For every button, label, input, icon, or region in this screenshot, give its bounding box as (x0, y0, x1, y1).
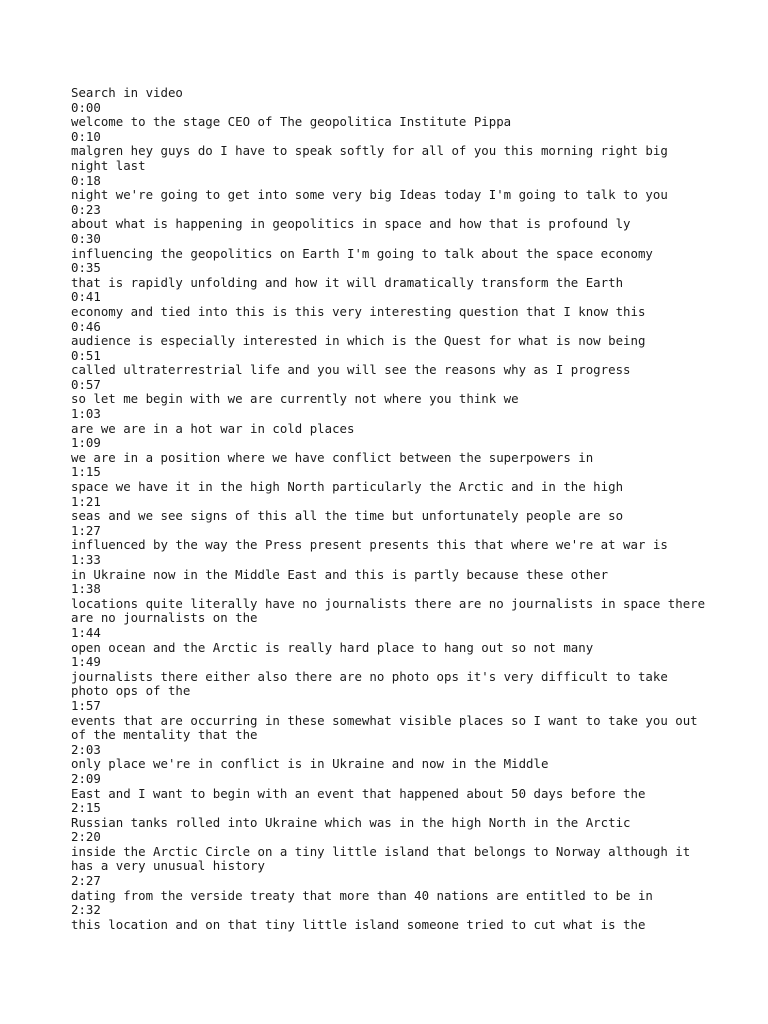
transcript-segment-text: in Ukraine now in the Middle East and this is partly because these other (71, 566, 609, 582)
timestamp[interactable]: 0:23 (71, 201, 101, 217)
transcript-segment-text: only place we're in conflict is in Ukraine and now in the Middle (71, 756, 549, 772)
timestamp[interactable]: 1:33 (71, 552, 101, 567)
timestamp[interactable]: 0:10 (71, 128, 101, 144)
timestamp[interactable]: 2:32 (71, 902, 101, 918)
transcript-segment-text: dating from the verside treaty that more than 40 nations are entitled to be in (71, 887, 653, 903)
timestamp[interactable]: 2:15 (71, 800, 101, 816)
transcript-segment-text: East and I want to begin with an event that happened about 50 days before the (71, 785, 646, 801)
transcript-segment-text: malgren hey guys do I have to speak softly for all of you this morning right big night last (71, 143, 668, 173)
transcript-segment-text: economy and tied into this is this very interesting question that I know this (71, 303, 646, 319)
timestamp[interactable]: 0:00 (71, 99, 101, 115)
timestamp[interactable]: 1:27 (71, 522, 101, 538)
transcript-segment-text: seas and we see signs of this all the time but unfortunately people are so (71, 508, 624, 524)
timestamp[interactable]: 1:09 (71, 435, 101, 451)
timestamp[interactable]: 1:15 (71, 464, 101, 480)
transcript-segment-text: audience is especially interested in which is the Quest for what is now being (71, 333, 646, 349)
transcript-segment-text: this location and on that tiny little island someone tried to cut what is the (71, 916, 646, 932)
timestamp[interactable]: 1:03 (71, 406, 101, 422)
transcript-segment-text: locations quite literally have no journalists there are no journalists in space there are no journalists on the (71, 595, 706, 626)
timestamp[interactable]: 1:38 (71, 581, 101, 597)
transcript-list (71, 101, 711, 933)
timestamp[interactable]: 2:03 (71, 741, 101, 757)
transcript-segment-text: journalists there either also there are no photo ops it's very difficult to take photo ops of the (71, 668, 668, 699)
timestamp[interactable]: 2:09 (71, 770, 101, 786)
transcript-segment-text: we are in a position where we have conflict between the superpowers in (71, 449, 594, 465)
transcript-segment-text: Russian tanks rolled into Ukraine which was in the high North in the Arctic (71, 814, 631, 830)
transcript-segment-text: that is rapidly unfolding and how it will dramatically transform the Earth (71, 274, 624, 290)
transcript-segment-text: open ocean and the Arctic is really hard place to hang out so not many (71, 639, 594, 655)
timestamp[interactable]: 0:41 (71, 289, 101, 305)
timestamp[interactable]: 1:57 (71, 697, 101, 713)
search-in-video-label[interactable]: Search in video (71, 85, 183, 100)
timestamp[interactable]: 0:51 (71, 347, 101, 363)
transcript-segment-text: space we have it in the high North particularly the Arctic and in the high (71, 479, 624, 495)
transcript-page (71, 86, 711, 932)
timestamp[interactable]: 2:27 (71, 873, 101, 889)
transcript-segment-text: night we're going to get into some very big Ideas today I'm going to talk to you (71, 187, 668, 203)
timestamp[interactable]: 0:35 (71, 260, 101, 276)
transcript-segment-text: events that are occurring in these somewhat visible places so I want to take you out of the mentality that the (71, 712, 698, 743)
transcript-segment-text: about what is happening in geopolitics in space and how that is profound ly (71, 216, 631, 232)
transcript-segment-text: are we are in a hot war in cold places (71, 420, 355, 436)
transcript-segment-text: influenced by the way the Press present presents this that where we're at war is (71, 537, 668, 553)
timestamp[interactable]: 1:44 (71, 624, 101, 640)
transcript-segment-text: called ultraterrestrial life and you will see the reasons why as I progress (71, 362, 631, 378)
timestamp[interactable]: 0:57 (71, 376, 101, 392)
timestamp[interactable]: 0:46 (71, 318, 101, 334)
timestamp[interactable]: 0:30 (71, 230, 101, 246)
timestamp[interactable]: 1:21 (71, 493, 101, 509)
transcript-segment-text: welcome to the stage CEO of The geopolitica Institute Pippa (71, 114, 512, 130)
timestamp[interactable]: 0:18 (71, 172, 101, 188)
timestamp[interactable]: 2:20 (71, 829, 101, 845)
transcript-segment-text: influencing the geopolitics on Earth I'm going to talk about the space economy (71, 245, 653, 261)
transcript-segment-text: inside the Arctic Circle on a tiny little island that belongs to Norway although it has a very unusual history (71, 843, 691, 874)
timestamp[interactable]: 1:49 (71, 654, 101, 670)
transcript-segment-text: so let me begin with we are currently not where you think we (71, 391, 519, 407)
